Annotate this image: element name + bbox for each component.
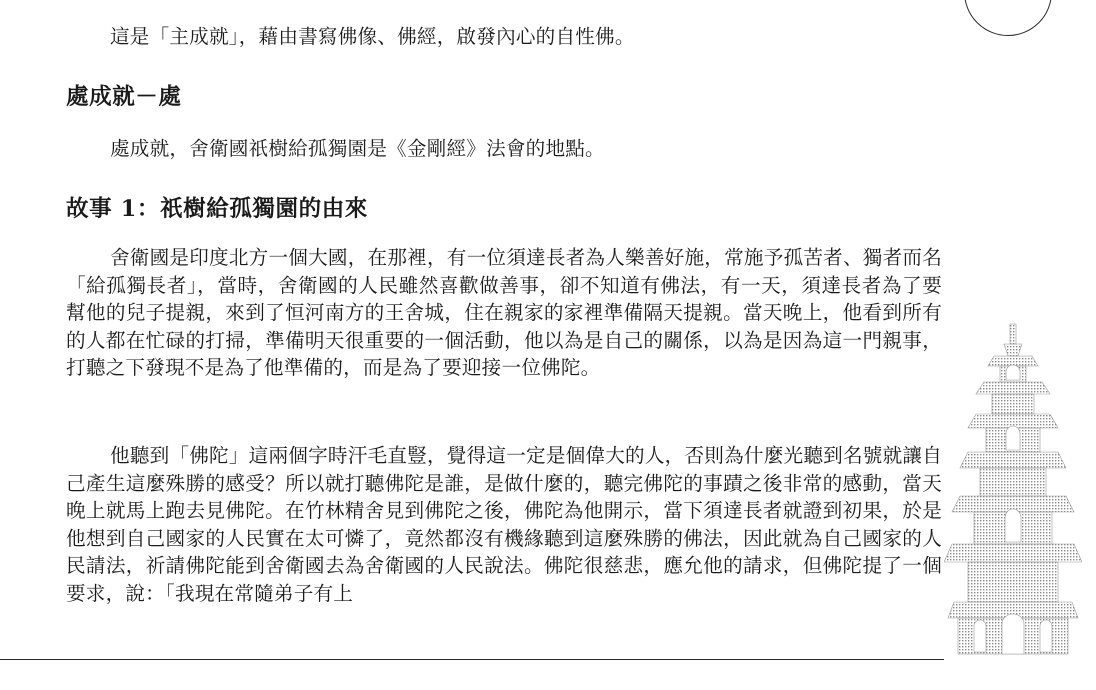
pagoda-illustration-icon [944, 322, 1082, 660]
page-number-circle [964, 0, 1052, 36]
bottom-rule [0, 659, 944, 660]
intro-paragraph: 這是「主成就」，藉由書寫佛像、佛經，啟發內心的自性佛。 [110, 25, 635, 48]
section-heading: 處成就－處 [66, 84, 182, 110]
story-paragraph-2: 他聽到「佛陀」這兩個字時汗毛直豎，覺得這一定是個偉大的人，否則為什麼光聽到名號就讓自己產生這麼殊勝的感受？所以就打聽佛陀是誰，是做什麼的，聽完佛陀的事蹟之後非常的感動，當天晚上就馬上跑去見佛陀。在竹林精舍見到佛陀之後，佛陀為他開示，當下須達長者就證到初果，於是他想到自己國家的人民實在太可憐了，竟然都沒有機緣聽到這麼殊勝的佛法，因此就為自己國家的人民請法，祈請佛陀能到舍衛國去為舍衛國的人民說法。佛陀很慈悲，應允他的請求，但佛陀提了一個要求，說：「我現在常隨弟子有上 [66, 444, 942, 605]
story-heading: 故事 1：祇樹給孤獨園的由來 [66, 196, 368, 222]
section-paragraph: 處成就，舍衛國祇樹給孤獨園是《金剛經》法會的地點。 [110, 137, 605, 160]
story-paragraph-1: 舍衛國是印度北方一個大國，在那裡，有一位須達長者為人樂善好施，常施予孤苦者、獨者而名「給孤獨長者」，當時，舍衛國的人民雖然喜歡做善事，卻不知道有佛法，有一天，須達長者為了要幫他的兒子提親，來到了恒河南方的王舍城，住在親家的家裡準備隔天提親。當天晚上，他看到所有的人都在忙碌的打掃，準備明天很重要的一個活動，他以為是自己的關係，以為是因為這一門親事，打聽之下發現不是為了他準備的，而是為了要迎接一位佛陀。 [66, 246, 942, 380]
